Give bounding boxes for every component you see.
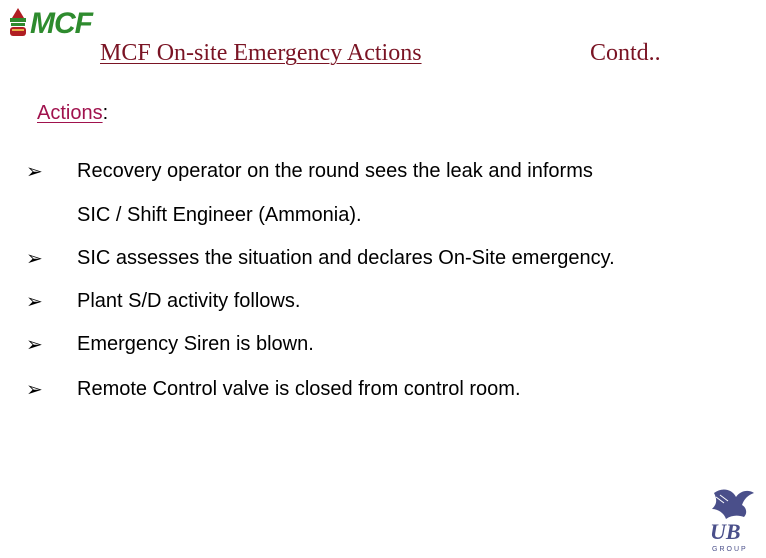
pegasus-icon <box>712 490 754 519</box>
list-item-2: SIC assesses the situation and declares On-Site emergency. <box>77 247 615 269</box>
section-colon: : <box>102 102 109 124</box>
ub-group-logo <box>702 485 762 553</box>
logo-text: MCF <box>30 7 92 40</box>
list-item-3: Plant S/D activity follows. <box>77 290 301 312</box>
bullet-icon: ➢ <box>26 248 43 270</box>
bullet-icon: ➢ <box>26 379 43 401</box>
section-label: Actions <box>37 102 103 124</box>
list-item-4: Emergency Siren is blown. <box>77 333 314 355</box>
ub-letters: UB <box>710 519 741 544</box>
ub-group-text: GROUP <box>712 546 748 553</box>
contd-label: Contd.. <box>590 40 661 66</box>
list-item-1-line1: Recovery operator on the round sees the leak and informs <box>77 160 593 182</box>
emblem-icon <box>10 8 26 36</box>
bullet-icon: ➢ <box>26 334 43 356</box>
bullet-icon: ➢ <box>26 161 43 183</box>
bullet-icon: ➢ <box>26 291 43 313</box>
page-title: MCF On-site Emergency Actions <box>100 40 422 66</box>
list-item-1-line2: SIC / Shift Engineer (Ammonia). <box>77 204 362 226</box>
list-item-5: Remote Control valve is closed from control room. <box>77 378 521 400</box>
mcf-logo <box>4 4 128 42</box>
section-heading <box>37 102 108 125</box>
